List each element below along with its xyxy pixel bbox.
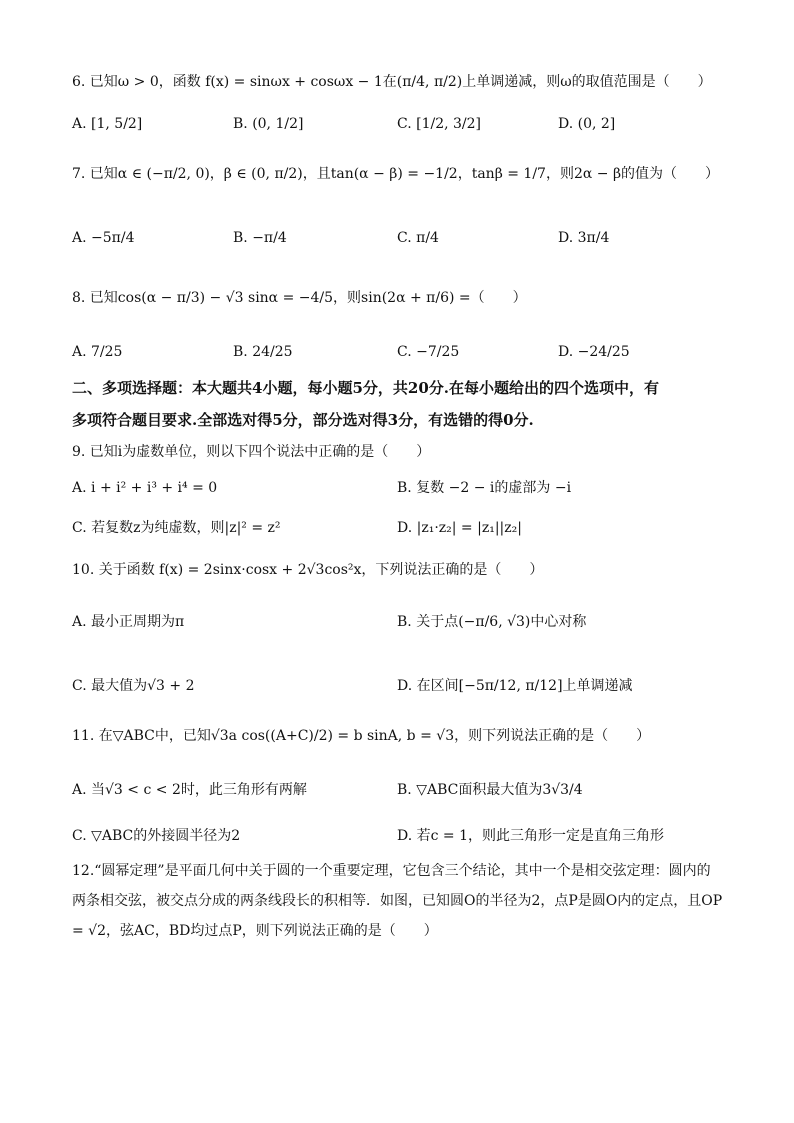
question-7-option-c: C. π/4	[397, 230, 439, 246]
question-11-option-b: B. ▽ABC面积最大值为3√3/4	[397, 782, 583, 798]
question-10-option-d: D. 在区间[−5π/12, π/12]上单调递减	[397, 678, 633, 694]
question-11-option-a: A. 当√3 < c < 2时，此三角形有两解	[72, 782, 307, 798]
question-9-option-a: A. i + i² + i³ + i⁴ = 0	[72, 480, 218, 496]
question-11-option-d: D. 若c = 1，则此三角形一定是直角三角形	[397, 828, 665, 844]
question-8-option-d: D. −24/25	[558, 344, 630, 360]
question-6-option-c: C. [1/2, 3/2]	[397, 116, 481, 132]
question-6-stem: 6. 已知ω > 0，函数 f(x) = sinωx + cosωx − 1在(π/4, π/2)上单调递减，则ω的取值范围是（ ）	[72, 74, 712, 90]
section-2-heading-line-1: 二、多项选择题：本大题共4小题，每小题5分，共20分.在每小题给出的四个选项中，有	[72, 379, 659, 397]
question-8-stem: 8. 已知cos(α − π/3) − √3 sinα = −4/5，则sin(2α + π/6) =（ ）	[72, 290, 527, 306]
question-7-option-b: B. −π/4	[233, 230, 287, 246]
question-10-stem: 10. 关于函数 f(x) = 2sinx·cosx + 2√3cos²x，下列说法正确的是（ ）	[72, 562, 544, 578]
question-9-stem: 9. 已知i为虚数单位，则以下四个说法中正确的是（ ）	[72, 444, 431, 460]
question-11-stem: 11. 在▽ABC中，已知√3a cos((A+C)/2) = b sinA, b = √3，则下列说法正确的是（ ）	[72, 728, 651, 744]
question-12-text: 12.“圆幂定理”是平面几何中关于圆的一个重要定理，它包含三个结论，其中一个是相交弦定理：圆内的两条相交弦，被交点分成的两条线段长的积相等．如图，已知圆O的半径为2，点P是圆O内的定点，且OP = √2，弦AC，BD均过点P，则下列说法正确的是（ ）	[72, 863, 723, 939]
section-2-heading-line-2: 多项符合题目要求.全部选对得5分，部分选对得3分，有选错的得0分.	[72, 411, 534, 429]
question-9-option-d: D. |z₁·z₂| = |z₁||z₂|	[397, 520, 522, 536]
question-7-option-d: D. 3π/4	[558, 230, 610, 246]
question-6-option-d: D. (0, 2]	[558, 116, 616, 132]
question-10-option-c: C. 最大值为√3 + 2	[72, 678, 195, 694]
question-9-option-b: B. 复数 −2 − i的虚部为 −i	[397, 480, 572, 496]
question-8-option-a: A. 7/25	[72, 344, 123, 360]
question-7-stem: 7. 已知α ∈ (−π/2, 0)，β ∈ (0, π/2)，且tan(α − β) = −1/2，tanβ = 1/7，则2α − β的值为（ ）	[72, 166, 720, 182]
question-6-option-a: A. [1, 5/2]	[72, 116, 143, 132]
question-10-option-a: A. 最小正周期为π	[72, 614, 185, 630]
question-7-option-a: A. −5π/4	[72, 230, 135, 246]
question-8-option-c: C. −7/25	[397, 344, 460, 360]
question-11-option-c: C. ▽ABC的外接圆半径为2	[72, 828, 241, 844]
question-9-option-c: C. 若复数z为纯虚数，则|z|² = z²	[72, 520, 281, 536]
question-6-option-b: B. (0, 1/2]	[233, 116, 304, 132]
question-8-option-b: B. 24/25	[233, 344, 293, 360]
question-10-option-b: B. 关于点(−π/6, √3)中心对称	[397, 614, 587, 630]
